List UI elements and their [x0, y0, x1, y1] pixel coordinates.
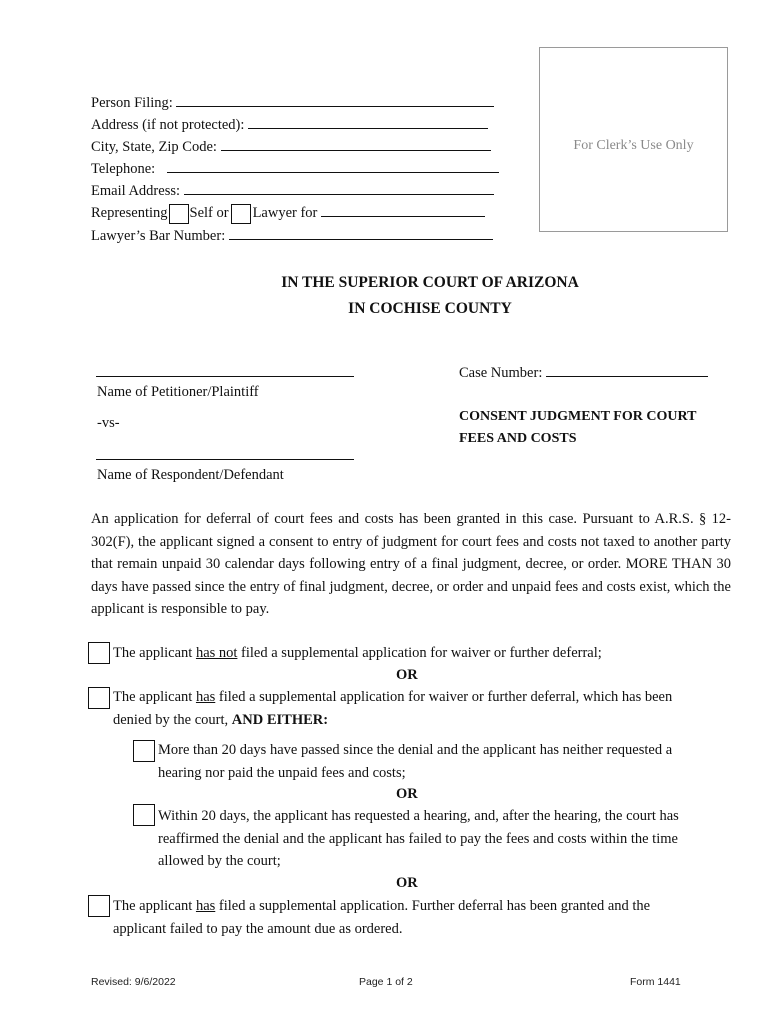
telephone-field[interactable] [167, 158, 499, 173]
option-has-denied-text-b: filed a supplemental application for waiver or further deferral, which has been [215, 689, 673, 705]
option-has-not-text-a: The applicant [113, 645, 196, 661]
person-filing-field[interactable] [176, 92, 494, 107]
city-state-zip-field[interactable] [221, 136, 491, 151]
address-label: Address (if not protected): [91, 117, 245, 133]
option-has-denied-line2-text: denied by the court, [113, 711, 232, 728]
lawyer-checkbox[interactable] [231, 204, 251, 224]
option-deferral-granted-text-b: filed a supplemental application. Further deferral has been granted and the [215, 898, 651, 914]
bar-number-label: Lawyer’s Bar Number: [91, 228, 226, 244]
court-title-line2: IN COCHISE COUNTY [348, 300, 512, 317]
email-row [91, 180, 494, 202]
option-has-denied-text-a: The applicant [113, 689, 196, 705]
option-has-denied-text [113, 686, 672, 731]
case-number-field[interactable] [546, 362, 708, 377]
sub-option-hearing-requested-text [158, 805, 679, 873]
case-number-row [459, 362, 708, 382]
sub-option-20-days-passed-checkbox[interactable] [133, 740, 155, 762]
address-field[interactable] [248, 114, 488, 129]
telephone-label: Telephone: [91, 161, 156, 177]
footer-form-number: Form 1441 [630, 976, 681, 988]
city-state-zip-row [91, 136, 491, 158]
self-checkbox[interactable] [169, 204, 189, 224]
city-state-zip-label: City, State, Zip Code: [91, 139, 217, 155]
lawyer-for-field[interactable] [321, 202, 485, 217]
email-field[interactable] [184, 180, 494, 195]
sub-option-hearing-requested-line2: reaffirmed the denial and the applicant has failed to pay the fees and costs within the time [158, 830, 678, 847]
bar-number-field[interactable] [229, 225, 493, 240]
sub-option-20-days-passed-line2: hearing nor paid the unpaid fees and costs; [158, 764, 406, 781]
document-title [459, 406, 696, 450]
petitioner-name-field[interactable] [96, 362, 354, 377]
representing-label: Representing [91, 205, 168, 221]
vs-label: -vs- [97, 415, 120, 431]
document-title-line1: CONSENT JUDGMENT FOR COURT [459, 409, 697, 424]
petitioner-label: Name of Petitioner/Plaintiff [97, 384, 259, 400]
respondent-label: Name of Respondent/Defendant [97, 467, 284, 483]
option-deferral-granted-underlined: has [195, 898, 216, 914]
option-has-denied-line1 [113, 686, 672, 709]
option-deferral-granted-checkbox[interactable] [88, 895, 110, 917]
option-deferral-granted-text-a: The applicant [113, 898, 196, 914]
lawyer-for-label: Lawyer for [252, 205, 318, 221]
footer-revised: Revised: 9/6/2022 [91, 976, 176, 988]
option-deferral-granted-text [113, 895, 650, 940]
clerk-use-box [539, 47, 728, 232]
option-has-not-checkbox[interactable] [88, 642, 110, 664]
sub-option-hearing-requested-checkbox[interactable] [133, 804, 155, 826]
sub-option-20-days-passed-line1: More than 20 days have passed since the denial and the applicant has neither requested a [158, 742, 673, 758]
sub-option-hearing-requested-line3: allowed by the court; [158, 853, 281, 869]
option-has-not-underlined: has not [195, 645, 238, 661]
body-paragraph: An application for deferral of court fees and costs has been granted in this case. Pursuant to A.R.S. § 12-302(F), the applicant signed a consent to entry of judgment for court fees and costs not taxed to another party that remain unpaid 30 calendar days following entry of a final judgment, decree, or order. MORE THAN 30 days have passed since the entry of final judgment, decree, or order and unpaid fees and costs exist, which the applicant is responsible to pay. [91, 511, 731, 617]
option-deferral-granted-line1 [113, 895, 650, 918]
email-label: Email Address: [91, 183, 181, 199]
and-either-label: AND EITHER: [231, 711, 329, 728]
option-has-denied-underlined: has [195, 689, 216, 705]
or-separator-3: OR [396, 875, 418, 891]
sub-option-20-days-passed-text [158, 739, 672, 784]
case-number-label: Case Number: [459, 365, 543, 381]
or-separator-1: OR [396, 667, 418, 683]
person-filing-label: Person Filing: [91, 95, 173, 111]
option-has-not-text-b: filed a supplemental application for waiver or further deferral; [237, 645, 602, 661]
option-has-denied-line2 [113, 709, 672, 732]
representing-row [91, 202, 485, 224]
telephone-row [91, 158, 499, 180]
option-has-denied-checkbox[interactable] [88, 687, 110, 709]
footer-page-number: Page 1 of 2 [359, 976, 413, 988]
document-title-line2: FEES AND COSTS [459, 431, 577, 446]
option-has-not-text [113, 642, 602, 665]
sub-option-hearing-requested-line1: Within 20 days, the applicant has requested a hearing, and, after the hearing, the court has [158, 808, 679, 824]
person-filing-row [91, 92, 494, 114]
option-deferral-granted-line2: applicant failed to pay the amount due as ordered. [113, 920, 403, 937]
bar-number-row [91, 225, 493, 247]
court-title-line1: IN THE SUPERIOR COURT OF ARIZONA [281, 274, 579, 291]
self-or-label: Self or [189, 205, 229, 221]
or-separator-2: OR [396, 786, 418, 802]
clerk-use-label: For Clerk’s Use Only [573, 138, 694, 153]
respondent-name-field[interactable] [96, 445, 354, 460]
address-row [91, 114, 488, 136]
